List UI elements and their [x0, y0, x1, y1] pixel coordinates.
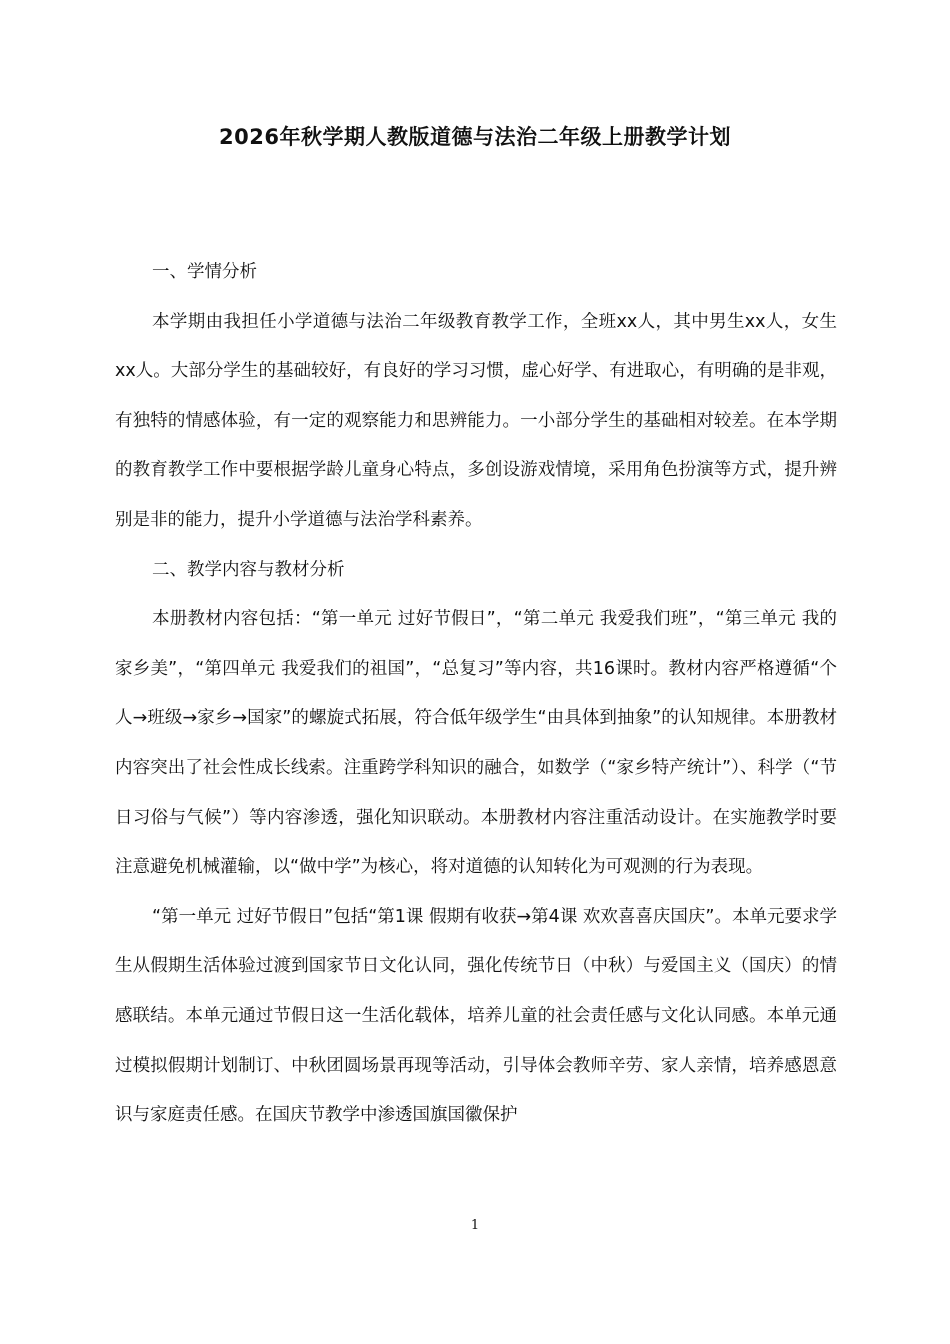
section-heading-content: 二、教学内容与教材分析	[152, 559, 345, 580]
paragraph-textbook-content: 本册教材内容包括：“第一单元 过好节假日”，“第二单元 我爱我们班”，“第三单元 我的家乡美”，“第四单元 我爱我们的祖国”，“总复习”等内容，共16课时。教材内容严格遵循“个人→班级→家乡→国家”的螺旋式拓展，符合低年级学生“由具体到抽象”的认知规律。本册教材内容突出了社会性成长线索。注重跨学科知识的融合，如数学（“家乡特产统计”）、科学（“节日习俗与气候”）等内容渗透，强化知识联动。本册教材内容注重活动设计。在实施教学时要注意避免机械灌输，以“做中学”为核心，将对道德的认知转化为可观测的行为表现。	[115, 609, 837, 878]
paragraph-student-analysis: 本学期由我担任小学道德与法治二年级教育教学工作，全班xx人，其中男生xx人，女生xx人。大部分学生的基础较好，有良好的学习习惯，虚心好学、有进取心，有明确的是非观，有独特的情感体验，有一定的观察能力和思辨能力。一小部分学生的基础相对较差。在本学期的教育教学工作中要根据学龄儿童身心特点，多创设游戏情境，采用角色扮演等方式，提升辨别是非的能力，提升小学道德与法治学科素养。	[115, 311, 837, 530]
paragraph-unit-one: “第一单元 过好节假日”包括“第1课 假期有收获→第4课 欢欢喜喜庆国庆”。本单元要求学生从假期生活体验过渡到国家节日文化认同，强化传统节日（中秋）与爱国主义（国庆）的情感联结。本单元通过节假日这一生活化载体，培养儿童的社会责任感与文化认同感。本单元通过模拟假期计划制订、中秋团圆场景再现等活动，引导体会教师辛劳、家人亲情，培养感恩意识与家庭责任感。在国庆节教学中渗透国旗国徽保护	[115, 906, 837, 1126]
section-heading-analysis: 一、学情分析	[152, 262, 257, 282]
document-title: 2026年秋学期人教版道德与法治二年级上册教学计划	[219, 125, 731, 149]
document-body	[115, 248, 837, 1141]
page-number: 1	[470, 1218, 480, 1233]
